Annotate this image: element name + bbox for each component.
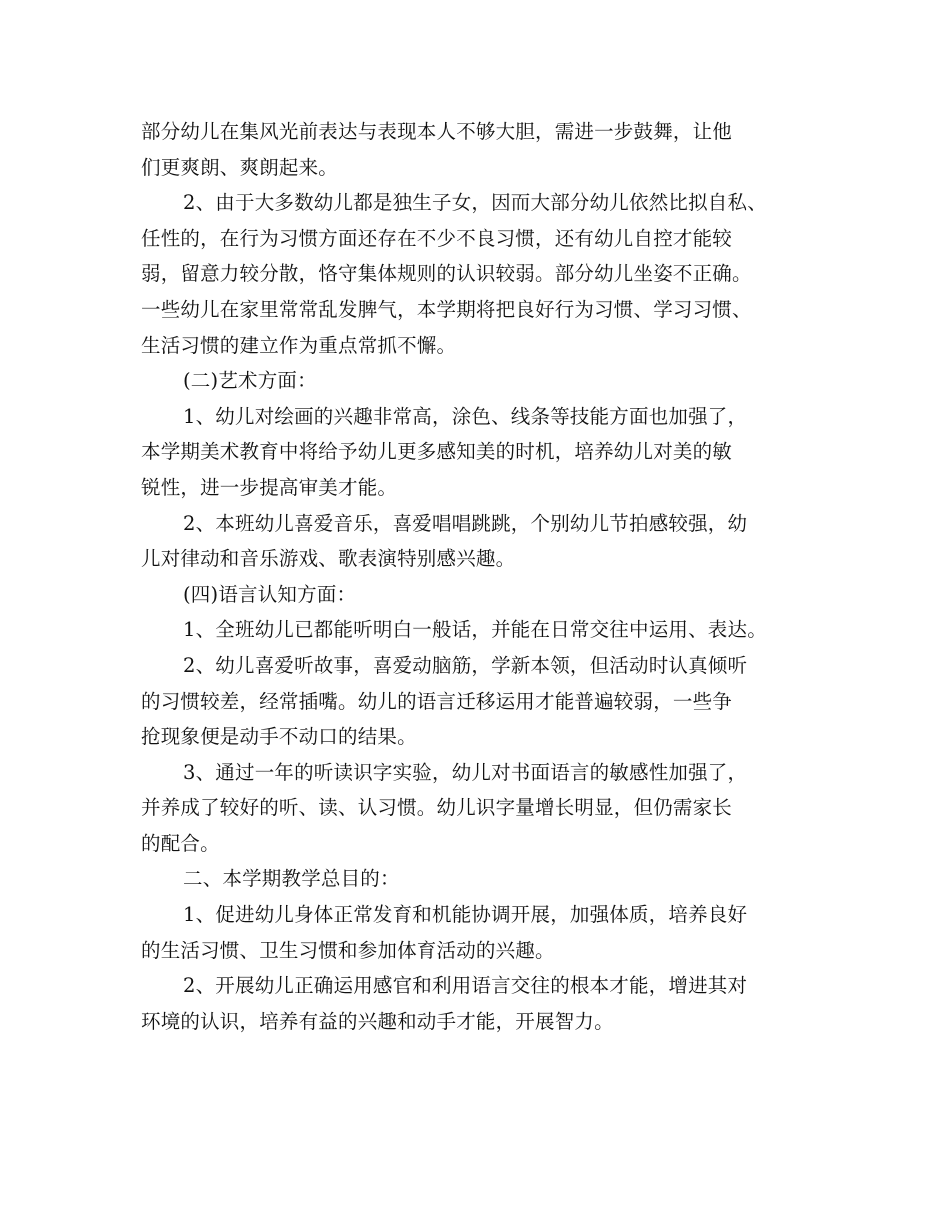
text-line: 2、幼儿喜爱听故事，喜爱动脑筋，学新本领，但活动时认真倾听	[183, 653, 748, 677]
text-line: 环境的认识，培养有益的兴趣和动手才能，开展智力。	[141, 1009, 614, 1033]
text-line: 3、通过一年的听读识字实验，幼儿对书面语言的敏感性加强了，	[183, 760, 748, 784]
text-line: 本学期美术教育中将给予幼儿更多感知美的时机，培养幼儿对美的敏	[141, 440, 733, 464]
text-line: 抢现象便是动手不动口的结果。	[141, 725, 417, 749]
text-line: 并养成了较好的听、读、认习惯。幼儿识字量增长明显，但仍需家长	[141, 796, 733, 820]
section-heading: (四)语言认知方面：	[183, 582, 357, 606]
text-line: 的习惯较差，经常插嘴。幼儿的语言迁移运用才能普遍较弱，一些争	[141, 689, 733, 713]
text-line: 1、全班幼儿已都能听明白一般话，并能在日常交往中运用、表达。	[183, 618, 767, 642]
text-line: 一些幼儿在家里常常乱发脾气，本学期将把良好行为习惯、学习习惯、	[141, 297, 752, 321]
document-body	[141, 114, 826, 1039]
section-heading: 二、本学期教学总目的：	[183, 867, 400, 891]
text-line: 弱，留意力较分散，恪守集体规则的认识较弱。部分幼儿坐姿不正确。	[141, 262, 752, 286]
text-line: 2、开展幼儿正确运用感官和利用语言交往的根本才能，增进其对	[183, 974, 748, 998]
text-line: 2、由于大多数幼儿都是独生子女，因而大部分幼儿依然比拟自私、	[183, 191, 767, 215]
text-line: 任性的，在行为习惯方面还存在不少不良习惯，还有幼儿自控才能较	[141, 226, 733, 250]
text-line: 1、幼儿对绘画的兴趣非常高，涂色、线条等技能方面也加强了，	[183, 404, 748, 428]
text-line: 儿对律动和音乐游戏、歌表演特别感兴趣。	[141, 547, 516, 571]
text-line: 们更爽朗、爽朗起来。	[141, 155, 339, 179]
text-line: 部分幼儿在集风光前表达与表现本人不够大胆，需进一步鼓舞，让他	[141, 120, 733, 143]
text-line: 1、促进幼儿身体正常发育和机能协调开展，加强体质，培养良好	[183, 903, 748, 927]
text-line: 的生活习惯、卫生习惯和参加体育活动的兴趣。	[141, 938, 555, 962]
text-line: 2、本班幼儿喜爱音乐，喜爱唱唱跳跳，个别幼儿节拍感较强，幼	[183, 511, 748, 535]
section-heading: (二)艺术方面：	[183, 369, 317, 393]
text-line: 生活习惯的建立作为重点常抓不懈。	[141, 333, 457, 357]
text-line: 锐性，进一步提高审美才能。	[141, 475, 398, 499]
text-line: 的配合。	[141, 831, 220, 855]
